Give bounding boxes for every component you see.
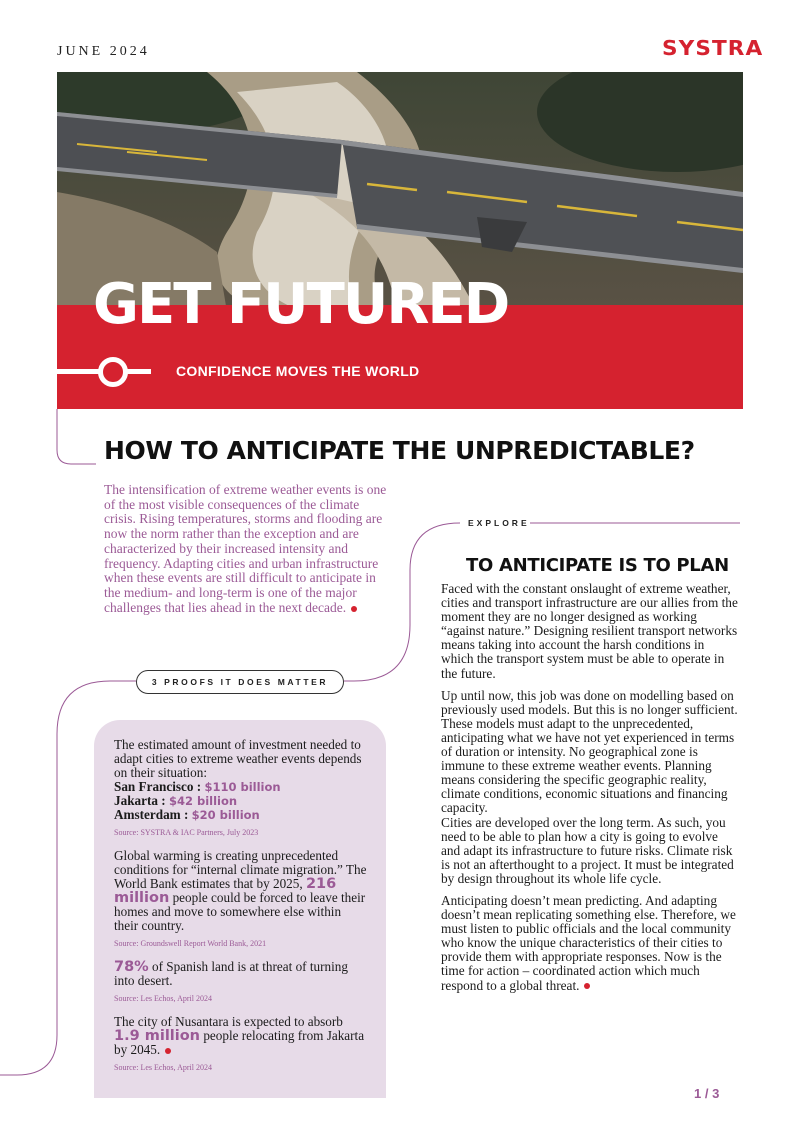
connector-line: [127, 369, 151, 374]
explore-label: EXPLORE: [468, 518, 530, 528]
proofs-label: 3 PROOFS IT DOES MATTER: [136, 670, 344, 694]
explore-paragraph: [441, 894, 738, 993]
hero-headline: GET FUTURED: [93, 272, 509, 337]
end-dot-icon: [584, 983, 590, 989]
issue-date: JUNE 2024: [57, 44, 150, 59]
proof-investment-text: The estimated amount of investment needed to adapt cities to extreme weather events depends on their situation:: [114, 737, 362, 780]
proof-nusantara-text2: people relocating from Jakarta by 2045.: [114, 1028, 365, 1057]
end-dot-icon: [165, 1048, 171, 1054]
investment-value: $42 billion: [168, 794, 238, 808]
intro-paragraph: [104, 483, 389, 615]
investment-value: $110 billion: [204, 780, 281, 794]
proof-text: [114, 738, 368, 822]
page-number: 1 / 3: [694, 1086, 720, 1101]
proof-migration-text: Global warming is creating unprecedented conditions for “internal climate migration.” The World Bank estimates that by 2025,: [114, 848, 367, 891]
page-title: HOW TO ANTICIPATE THE UNPREDICTABLE?: [104, 436, 695, 465]
proof-text: [114, 849, 368, 933]
investment-value: $20 billion: [191, 808, 260, 822]
explore-paragraph: Faced with the constant onslaught of extreme weather, cities and transport infrastructure are our allies from the moment they are no longer designed as working “against nature.” Designing resilient transport networks means taking into account the harsh conditions in which the transport system must be able to operate in the future.: [441, 581, 738, 681]
proofs-box: [94, 720, 386, 1098]
spain-value: 78%: [114, 959, 149, 975]
city-label: Amsterdam :: [114, 807, 189, 822]
intro-text: The intensification of extreme weather events is one of the most visible consequences of the climate crisis. Rising temperatures, storms and flooding are now the norm rather than the exception and are characterized by their increased intensity and frequency. Adapting cities and urban infrastructure when these events are still difficult to anticipate in the medium- and long-term is one of the major challenges that lies ahead in the next decade.: [104, 482, 387, 615]
proof-source: Source: Groundswell Report World Bank, 2021: [114, 939, 267, 948]
proof-text: [114, 1015, 368, 1057]
proof-text: [114, 960, 368, 988]
city-label: Jakarta :: [114, 793, 166, 808]
section-heading: TO ANTICIPATE IS TO PLAN: [466, 555, 729, 576]
systra-logo: SYSTRA: [662, 36, 764, 60]
connector-circle-icon: [98, 357, 128, 387]
proof-migration: [114, 849, 368, 949]
nusantara-value: 1.9 million: [114, 1028, 201, 1044]
connector-line: [57, 369, 102, 374]
proof-source: Source: Les Echos, April 2024: [114, 1063, 212, 1072]
proof-nusantara-text: The city of Nusantara is expected to absorb: [114, 1014, 343, 1029]
proof-nusantara: [114, 1015, 368, 1073]
explore-paragraph-text: Anticipating doesn’t mean predicting. And adapting doesn’t mean replicating something else. Therefore, we must listen to public officials and the local community who know the unique characteristics of their cities to provide them with appropriate responses. Now is the time for action – coordinated action which much respond to a global threat.: [441, 892, 736, 993]
proof-migration-text2: people could be forced to leave their homes and move to somewhere else within their country.: [114, 890, 366, 933]
end-dot-icon: [351, 606, 357, 612]
migration-value: 216 million: [114, 876, 337, 906]
hero-tagline: CONFIDENCE MOVES THE WORLD: [176, 363, 420, 379]
proof-spain-text: of Spanish land is at threat of turning into desert.: [114, 959, 348, 988]
city-label: San Francisco :: [114, 779, 202, 794]
explore-body: [441, 582, 738, 1001]
proof-source: Source: Les Echos, April 2024: [114, 994, 212, 1003]
proof-investment: [114, 738, 368, 838]
explore-paragraph: Up until now, this job was done on modelling based on previously used models. But this is no longer sufficient. These models must adapt to the unprecedented, anticipating what we have not yet experienced in terms of duration or intensity. No geographical zone is immune to these extreme weather events. Planning means considering the specific geographic reality, climate conditions, economic situations and financing capacity.: [441, 687, 738, 816]
proof-source: Source: SYSTRA & IAC Partners, July 2023: [114, 828, 259, 837]
proof-spain: [114, 960, 368, 1004]
explore-paragraph: Cities are developed over the long term. As such, you need to be able to plan how a city is going to evolve and adapt its infrastructure to future risks. Climate risk is not an afterthought to a project. It must be integrated by design throughout its whole life cycle.: [441, 814, 734, 886]
